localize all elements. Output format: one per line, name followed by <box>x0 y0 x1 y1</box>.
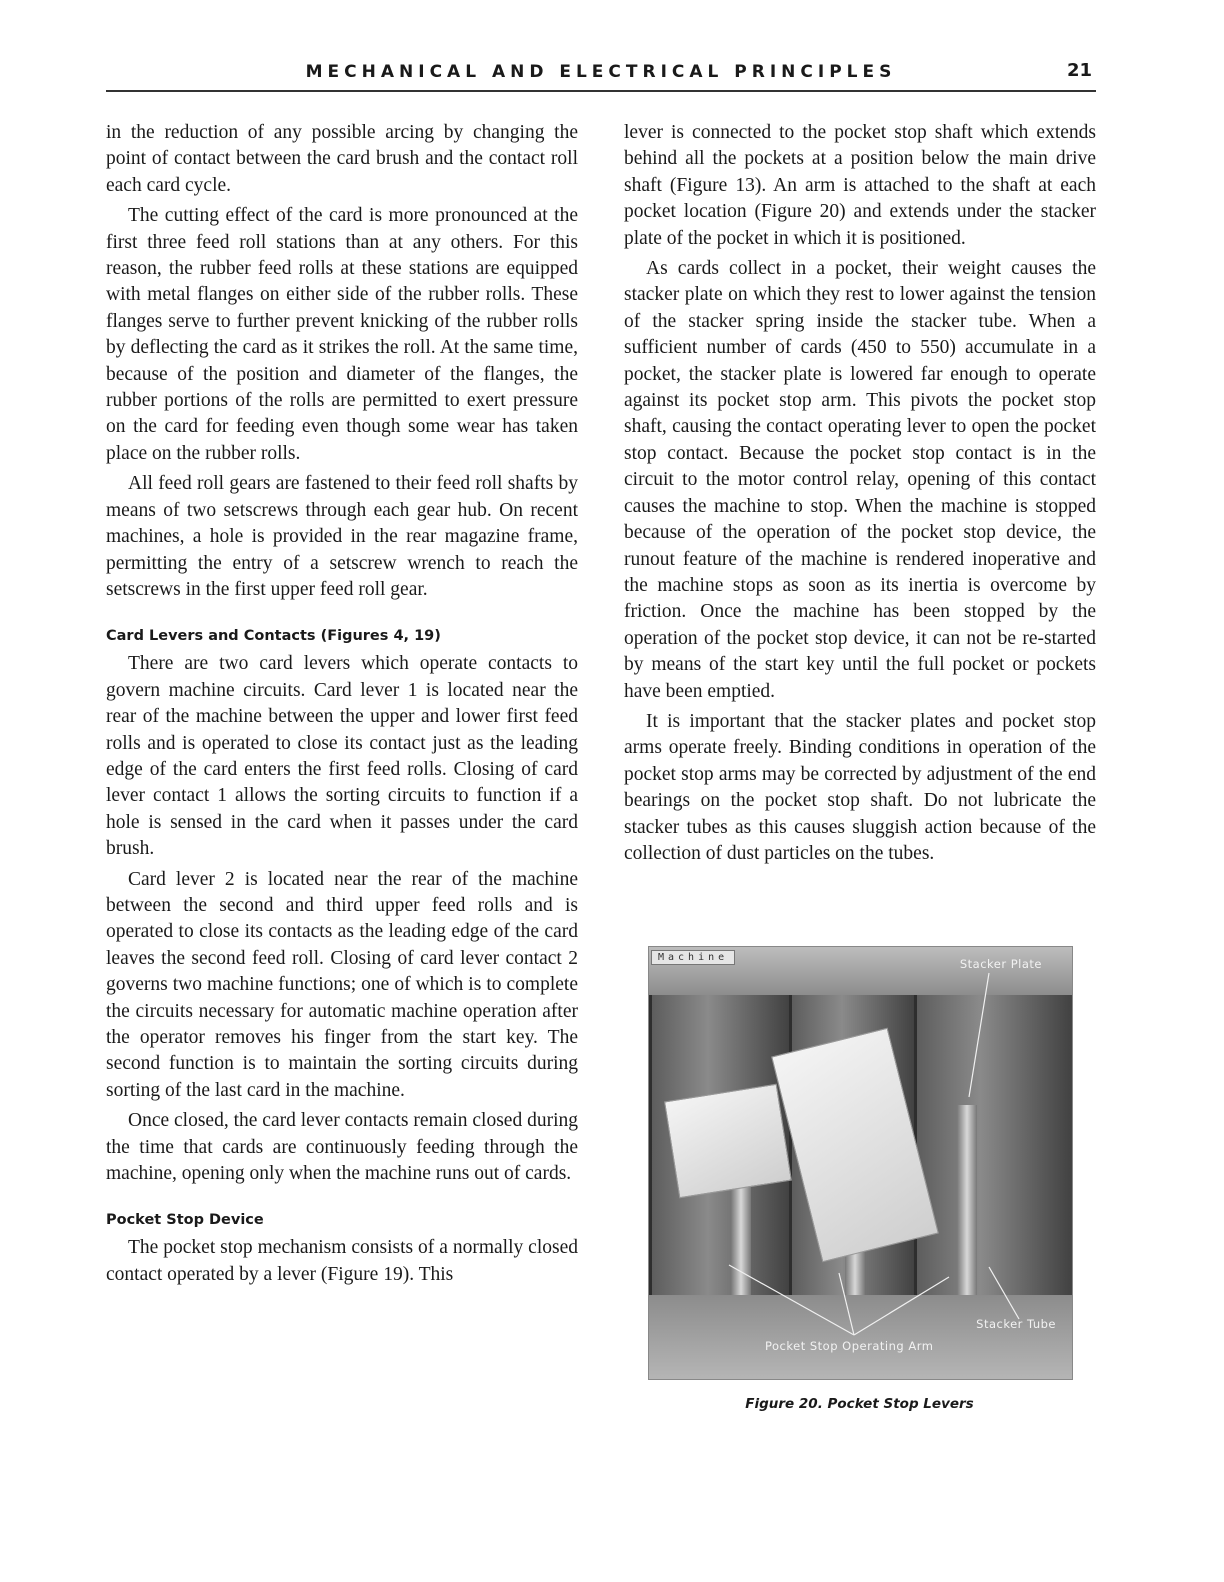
paragraph: Card lever 2 is located near the rear of the machine between the second and third upper feed rolls and is operated to close its contacts as the leading edge of the card leaves the second feed roll. Closing of card lever contact 2 governs two machine functions; one of which is to complete the circuits necessary for automatic machine operation after the operator removes his finger from the start key. The second function is to maintain the sorting circuits during sorting of the last card in the machine. <box>106 868 578 1101</box>
figure-caption: Figure 20. Pocket Stop Levers <box>745 1396 974 1412</box>
paragraph: Once closed, the card lever contacts remain closed during the time that cards are continuously feeding through the machine, opening only when the machine runs out of cards. <box>106 1110 578 1185</box>
leader-stacker-plate <box>969 973 989 1097</box>
machine-nameplate: Machine <box>651 950 735 965</box>
left-column <box>106 120 578 1292</box>
label-pocket-stop-arm: Pocket Stop Operating Arm <box>765 1339 934 1353</box>
leader-arm-3 <box>854 1277 949 1335</box>
leader-lines <box>649 947 1072 1379</box>
figure-pocket-stop-photo <box>648 946 1073 1380</box>
label-stacker-plate: Stacker Plate <box>959 957 1042 971</box>
paragraph: All feed roll gears are fastened to their feed roll shafts by means of two setscrews through each gear hub. On recent machines, a hole is provided in the rear magazine frame, permitting the entry of a setscrew wrench to reach the setscrews in the first upper feed roll gear. <box>106 473 578 600</box>
section-heading-pocket-stop: Pocket Stop Device <box>106 1212 264 1229</box>
leader-arm-2 <box>839 1273 854 1335</box>
label-stacker-tube: Stacker Tube <box>976 1317 1056 1331</box>
page-number: 21 <box>1066 60 1092 81</box>
right-column <box>624 120 1096 871</box>
paragraph: The cutting effect of the card is more pronounced at the first three feed roll stations than at any others. For this reason, the rubber feed rolls at these stations are equipped with metal flanges on either side of the rubber rolls. These flanges serve to further prevent knicking of the rubber rolls by deflecting the card as it strikes the roll. At the same time, because of the position and diameter of the flanges, the rubber portions of the rolls are permitted to exert pressure on the card for feeding even though some wear has taken place on the rubber rolls. <box>106 205 578 464</box>
leader-arm-1 <box>729 1265 854 1335</box>
paragraph: The pocket stop mechanism consists of a normally closed contact operated by a lever (Figure 19). This <box>106 1237 578 1285</box>
paragraph: There are two card levers which operate contacts to govern machine circuits. Card lever 1 is located near the rear of the machine between the upper and lower first feed rolls and is operated to close its contact just as the leading edge of the card enters the first feed rolls. Closing of card lever contact 1 allows the sorting circuits to function if a hole is sensed in the card when it passes under the card brush. <box>106 653 578 860</box>
paragraph: As cards collect in a pocket, their weight causes the stacker plate on which they rest to lower against the tension of the stacker spring inside the stacker tube. When a sufficient number of cards (450 to 550) accumulate in a pocket, the stacker plate is lowered far enough to operate against its pocket stop arm. This pivots the pocket stop shaft, causing the contact operating lever to open the pocket stop contact. Because the pocket stop contact is in the circuit to the motor control relay, opening of this contact causes the machine to stop. When the machine is stopped because of the operation of the pocket stop device, the runout feature of the machine is rendered inoperative and the machine stops as soon as its inertia is overcome by friction. Once the machine has been stopped by the operation of the pocket stop device, it can not be re-started by means of the start key until the full pocket or pockets have been emptied. <box>624 258 1096 702</box>
running-title: MECHANICAL AND ELECTRICAL PRINCIPLES <box>305 62 897 82</box>
paragraph: in the reduction of any possible arcing by changing the point of contact between the card brush and the contact roll each card cycle. <box>106 122 578 196</box>
leader-stacker-tube <box>989 1267 1019 1319</box>
paragraph: lever is connected to the pocket stop shaft which extends behind all the pockets at a position below the main drive shaft (Figure 13). An arm is attached to the shaft at each pocket location (Figure 20) and extends under the stacker plate of the pocket in which it is positioned. <box>624 122 1096 249</box>
paragraph: It is important that the stacker plates and pocket stop arms operate freely. Binding conditions in operation of the pocket stop arms may be corrected by adjustment of the end bearings on the pocket stop shaft. Do not lubricate the stacker tubes as this causes sluggish action because of the collection of dust particles on the tubes. <box>624 710 1096 864</box>
page-header <box>106 60 1096 92</box>
section-heading-card-levers: Card Levers and Contacts (Figures 4, 19) <box>106 628 441 645</box>
